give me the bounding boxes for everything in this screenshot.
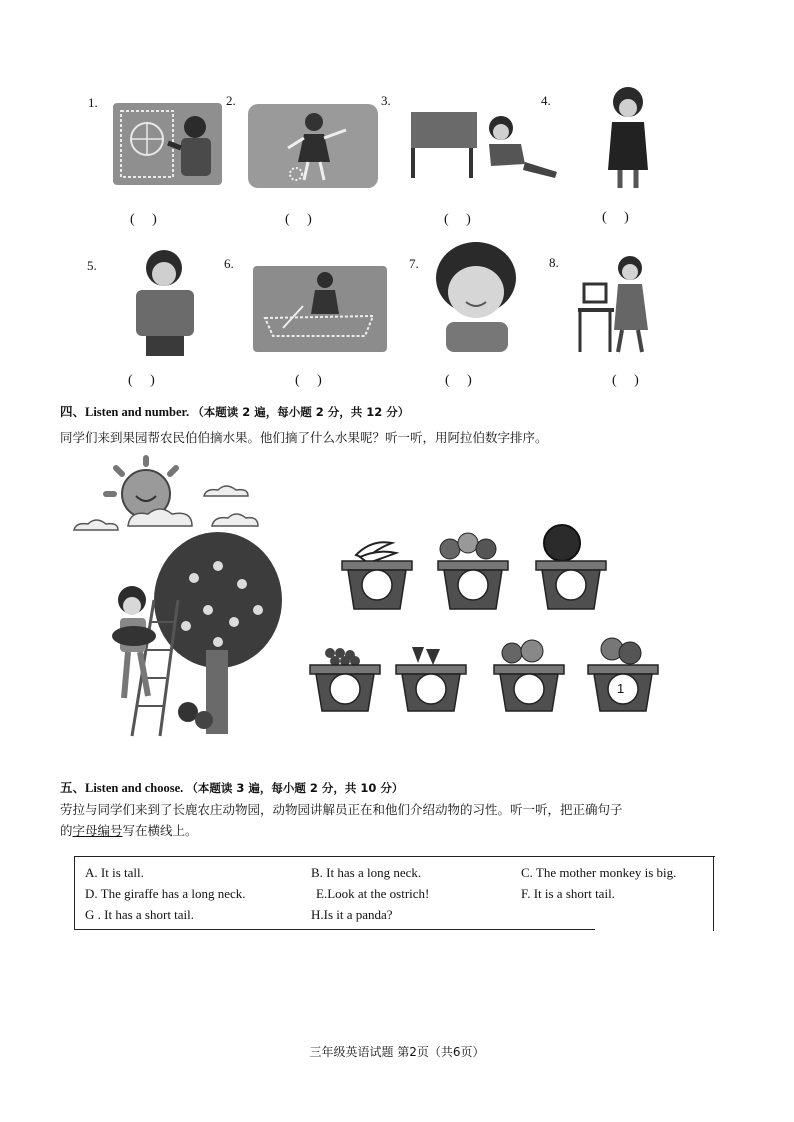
answer-blank[interactable]: ( ) [295, 373, 322, 388]
fruit-baskets [300, 515, 680, 720]
section-4-title: 四、Listen and number. [60, 405, 190, 419]
boy-standing-picture [120, 246, 210, 361]
options-box [74, 856, 715, 930]
item-number: 8. [549, 255, 559, 270]
girl-face-picture [430, 240, 522, 353]
boy-drawing-picture [113, 103, 222, 185]
instruction-underlined: 字母编号 [72, 823, 123, 838]
girl-standing-picture [598, 84, 660, 194]
answer-blank[interactable]: ( ) [130, 212, 157, 227]
answer-blank[interactable]: ( ) [612, 373, 639, 388]
girl-and-chair-picture [570, 252, 662, 357]
answer-blank[interactable]: ( ) [445, 373, 472, 388]
item-number: 5. [87, 258, 97, 273]
grapes-basket [310, 648, 380, 711]
section-5-title: 五、Listen and choose. [60, 781, 184, 795]
orchard-illustration [68, 450, 298, 740]
girl-on-boat-picture [253, 266, 387, 352]
section-5-instruction-line1: 劳拉与同学们来到了长鹿农庄动物园，动物园讲解员正在和他们介绍动物的习性。听一听，把正确句子 [60, 802, 623, 817]
answer-blank[interactable]: ( ) [128, 373, 155, 388]
item-number: 7. [409, 256, 419, 271]
option-a: A. It is tall. [85, 865, 144, 880]
item-number: 6. [224, 256, 234, 271]
option-b: B. It has a long neck. [311, 865, 422, 880]
answer-blank[interactable]: ( ) [285, 212, 312, 227]
section-5-instruction-line2 [60, 821, 198, 839]
instruction-text: 写在横线上。 [122, 823, 198, 838]
mixed-fruit-basket [438, 533, 508, 609]
strawberry-basket [396, 647, 466, 711]
option-f: F. It is a short tail. [521, 886, 615, 901]
item-number: 1. [88, 95, 98, 110]
girl-dancing-picture [248, 104, 378, 188]
page-footer: 三年级英语试题 第2页（共6页） [309, 1045, 485, 1059]
option-h: H.Is it a panda? [311, 907, 393, 922]
option-e: E.Look at the ostrich! [316, 886, 430, 901]
item-number: 2. [226, 93, 236, 108]
instruction-text: 的 [60, 823, 73, 838]
watermelon-basket [536, 525, 606, 609]
section-4-heading [60, 402, 409, 420]
apple-basket [588, 638, 658, 711]
item-number: 4. [541, 93, 551, 108]
option-d: D. The giraffe has a long neck. [85, 886, 246, 901]
option-c: C. The mother monkey is big. [521, 865, 677, 880]
section-5-note: （本题读 3 遍，每小题 2 分，共 10 分） [186, 781, 404, 795]
section-5-heading [60, 778, 403, 796]
option-g: G . It has a short tail. [85, 907, 195, 922]
girl-under-desk-picture [405, 104, 565, 182]
section-4-instruction: 同学们来到果园帮农民伯伯摘水果。他们摘了什么水果呢？听一听，用阿拉伯数字排序。 [60, 430, 548, 445]
section-4-note: （本题读 2 遍，每小题 2 分，共 12 分） [192, 405, 410, 419]
banana-basket [342, 542, 412, 609]
sun-icon [106, 458, 176, 518]
answer-blank[interactable]: ( ) [602, 210, 629, 225]
example-number: 1 [617, 681, 625, 696]
answer-blank[interactable]: ( ) [444, 212, 471, 227]
pear-basket [494, 640, 564, 711]
item-number: 3. [381, 93, 391, 108]
